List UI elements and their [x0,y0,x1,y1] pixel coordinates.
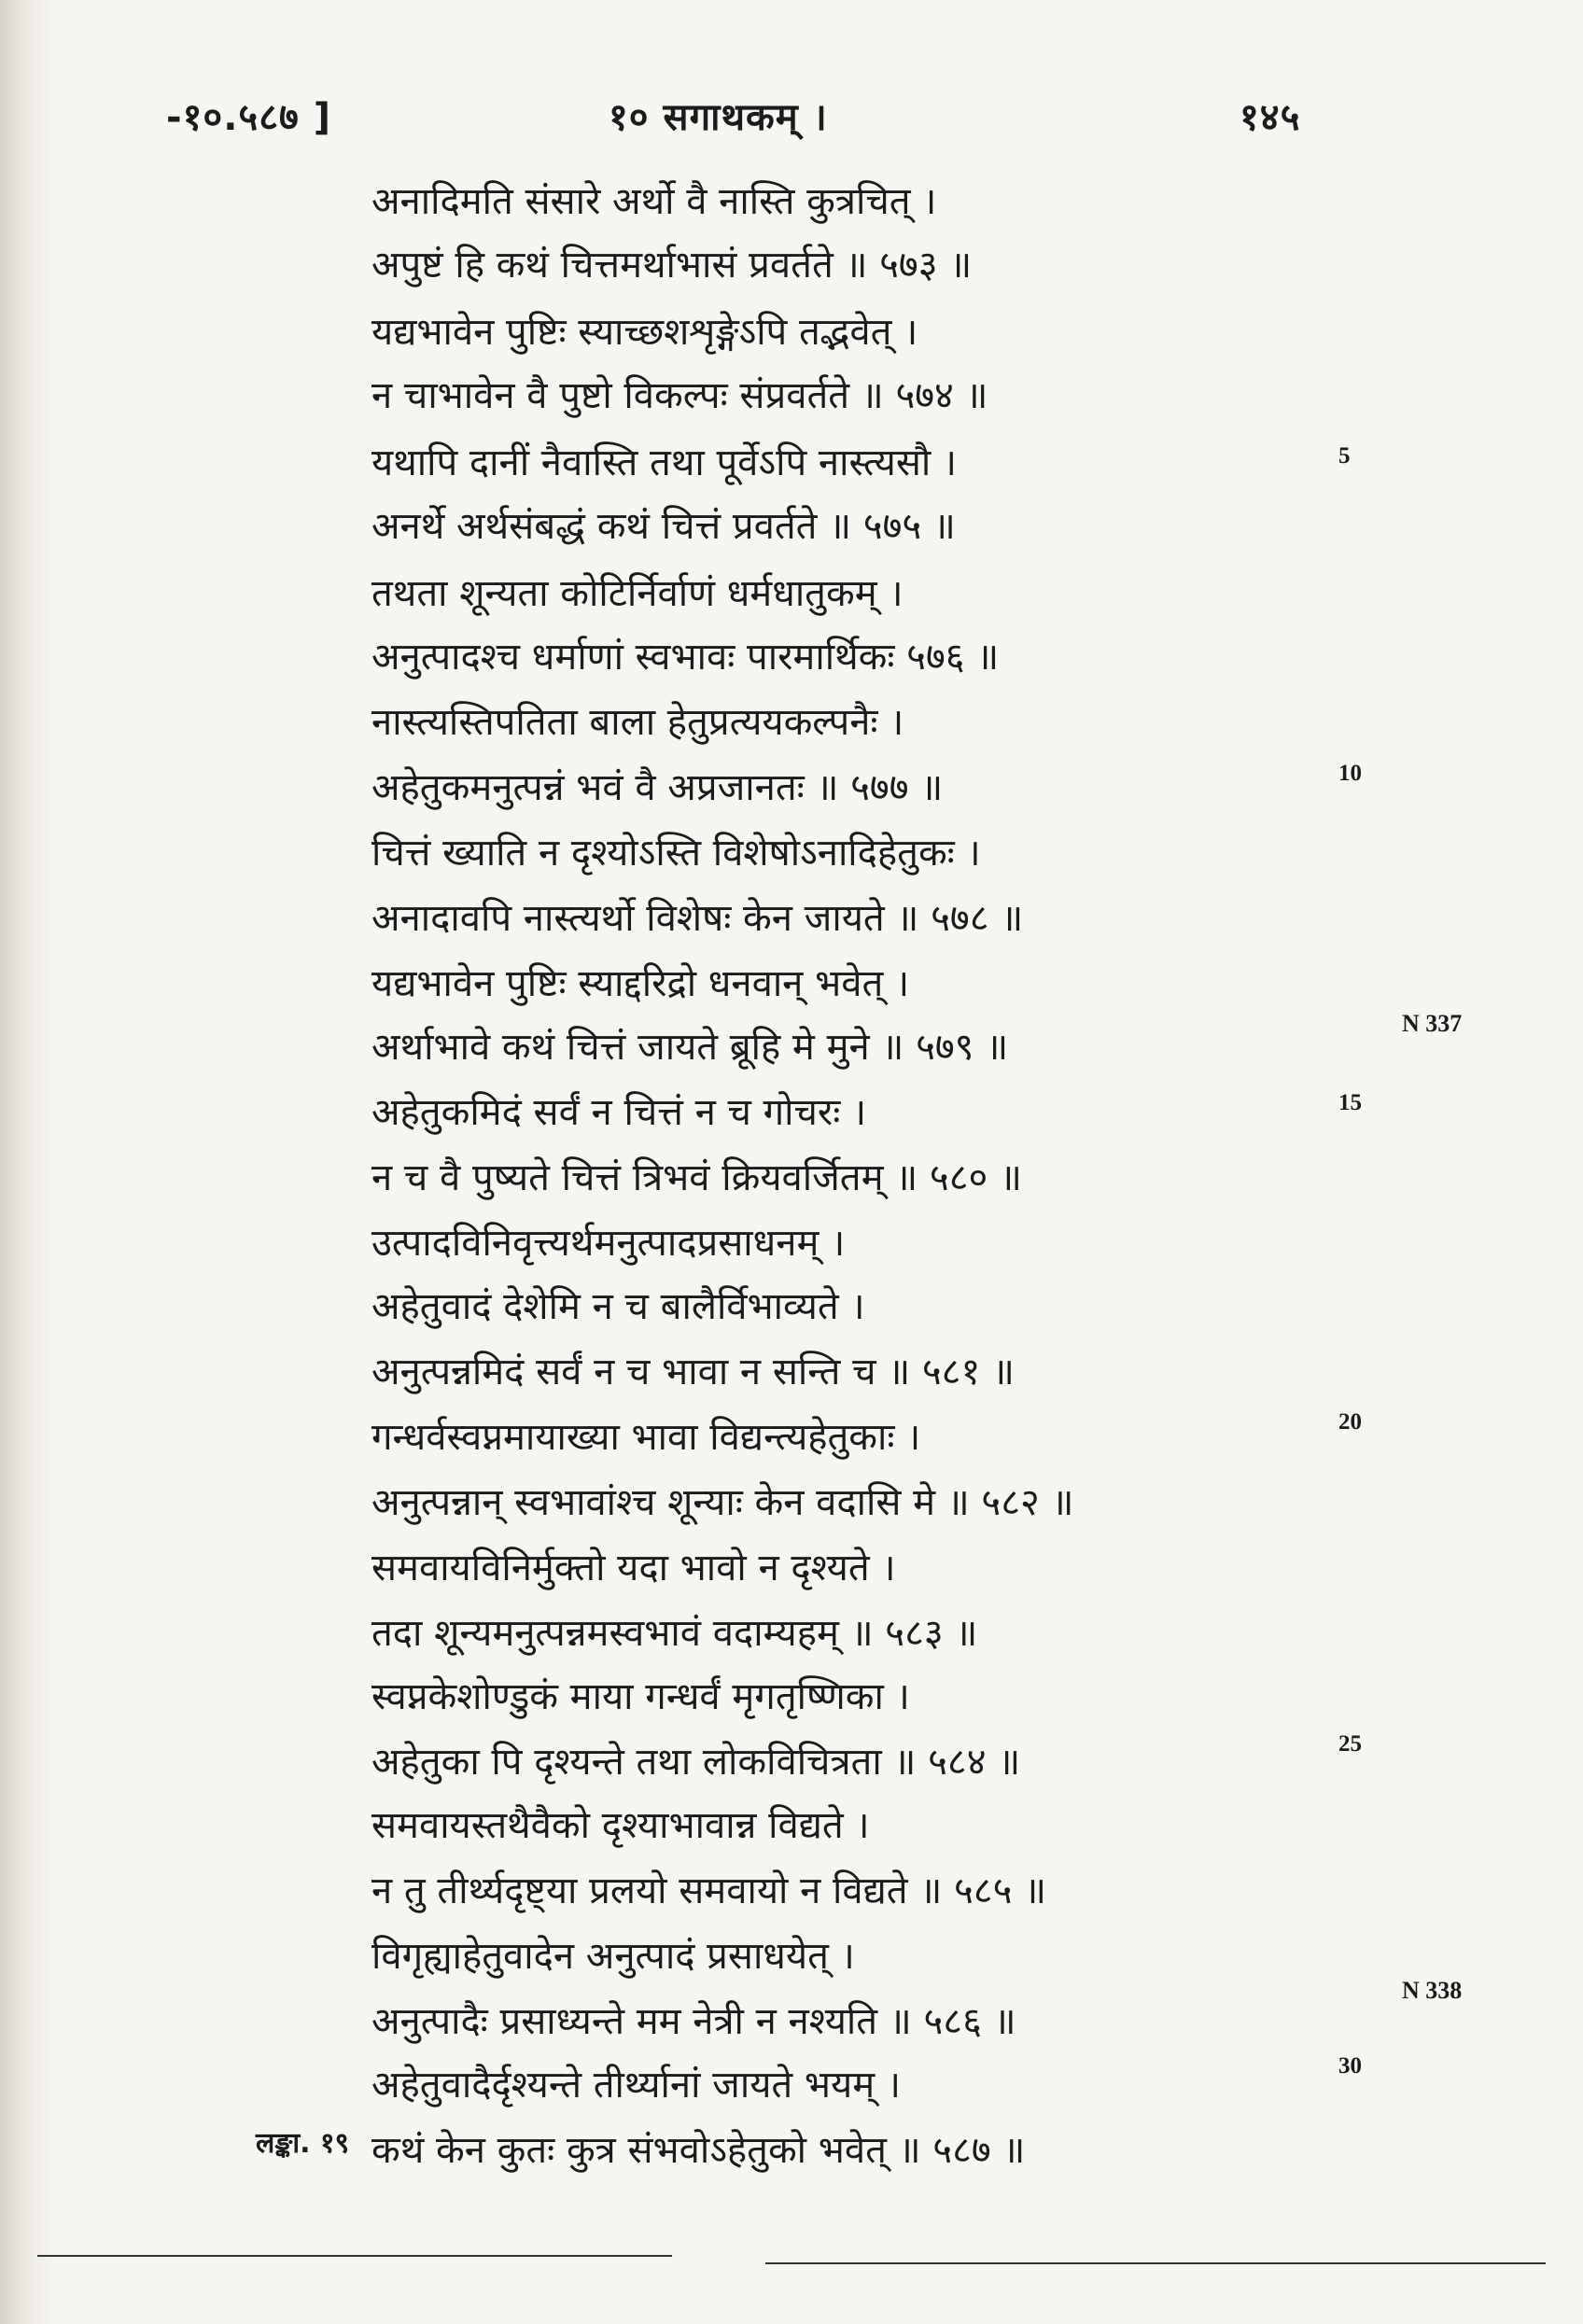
margin-reference-n338: N 338 [1402,1977,1463,2004]
signature-mark: लङ्का. १९ [256,2127,350,2160]
verse-576-line-1: तथता शून्यता कोटिर्निर्वाणं धर्मधातुकम् । [371,572,904,615]
header-page-number: १४५ [1240,96,1301,139]
verse-584-line-1: स्वप्नकेशोण्डुकं माया गन्धर्वं मृगतृष्णिका । [371,1675,910,1718]
verse-580-line-2: न च वै पुष्यते चित्तं त्रिभवं क्रियवर्जितम् ॥ ५८० ॥ [371,1156,1022,1199]
verse-578-line-2: अनादावपि नास्त्यर्थो विशेषः केन जायते ॥ ५७८ ॥ [371,897,1024,940]
verse-579-line-2: अर्थाभावे कथं चित्तं जायते ब्रूहि मे मुने ॥ ५७९ ॥ [371,1026,1009,1069]
verse-577-line-2: अहेतुकमनुत्पन्नं भवं वै अप्रजानतः ॥ ५७७ ॥ [371,766,944,809]
verse-587-line-1: अहेतुवादैर्दृश्यन्ते तीर्थ्यानां जायते भयम् । [371,2064,902,2107]
verse-582-line-2: अनुत्पन्नान् स्वभावांश्च शून्याः केन वदासि मे ॥ ५८२ ॥ [371,1481,1074,1524]
line-number-5: 5 [1338,443,1351,469]
header-verse-range: -१०.५८७ ] [166,96,332,139]
verse-575-line-1: यथापि दानीं नैवास्ति तथा पूर्वेऽपि नास्त्यसौ । [371,441,958,484]
verse-574-line-1: यद्यभावेन पुष्टिः स्याच्छशशृङ्गेऽपि तद्भवेत् । [371,311,918,354]
line-number-30: 30 [1338,2053,1362,2079]
bottom-rule-right [765,2262,1546,2264]
line-number-15: 15 [1338,1090,1362,1115]
verse-585-line-1: समवायस्तथैवैको दृश्याभावान्न विद्यते । [371,1804,870,1847]
verse-581-line-3: अनुत्पन्नमिदं सर्वं न च भावा न सन्ति च ॥ ५८१ ॥ [371,1351,1015,1393]
margin-reference-n337: N 337 [1402,1010,1463,1037]
verse-576-line-2: अनुत्पादश्च धर्माणां स्वभावः पारमार्थिकः ५७६ ॥ [371,636,1000,679]
verse-582-line-1: गन्धर्वस्वप्नमायाख्या भावा विद्यन्त्यहेतुकाः । [371,1416,921,1459]
verse-577-line-1: नास्त्यस्तिपतिता बाला हेतुप्रत्ययकल्पनैः । [371,701,904,744]
binding-gutter [0,0,54,2324]
verse-583-line-1: समवायविनिर्मुक्तो यदा भावो न दृश्यते । [371,1547,896,1589]
verse-573-line-2: अपुष्टं हि कथं चित्तमर्थाभासं प्रवर्तते ॥ ५७३ ॥ [371,244,973,287]
verse-574-line-2: न चाभावेन वै पुष्टो विकल्पः संप्रवर्तते ॥ ५७४ ॥ [371,374,988,417]
header-chapter-title: १० सगाथकम् । [609,96,828,139]
verse-583-line-2: तदा शून्यमनुत्पन्नमस्वभावं वदाम्यहम् ॥ ५८३ ॥ [371,1612,978,1655]
bottom-rule-left [37,2255,672,2257]
verse-587-line-2: कथं केन कुतः कुत्र संभवोऽहेतुको भवेत् ॥ ५८७ ॥ [371,2129,1026,2172]
verse-575-line-2: अनर्थे अर्थसंबद्धं कथं चित्तं प्रवर्तते ॥ ५७५ ॥ [371,505,956,548]
verse-580-line-1: अहेतुकमिदं सर्वं न चित्तं न च गोचरः । [371,1091,867,1134]
verse-581-line-1: उत्पादविनिवृत्त्यर्थमनुत्पादप्रसाधनम् । [371,1222,846,1265]
line-number-20: 20 [1338,1409,1362,1435]
verse-586-line-1: विगृह्याहेतुवादेन अनुत्पादं प्रसाधयेत् । [371,1935,855,1978]
line-number-25: 25 [1338,1731,1362,1757]
verse-586-line-2: अनुत्पादैः प्रसाध्यन्ते मम नेत्री न नश्यति ॥ ५८६ ॥ [371,2000,1016,2043]
verse-584-line-2: अहेतुका पि दृश्यन्ते तथा लोकविचित्रता ॥ ५८४ ॥ [371,1741,1021,1784]
verse-573-line-1: अनादिमति संसारे अर्थो वै नास्ति कुत्रचित् । [371,180,937,223]
verse-578-line-1: चित्तं ख्याति न दृश्योऽस्ति विशेषोऽनादिहेतुकः । [371,832,981,875]
verse-579-line-1: यद्यभावेन पुष्टिः स्याद्दरिद्रो धनवान् भवेत् । [371,962,910,1005]
verse-581-line-2: अहेतुवादं देशेमि न च बालैर्विभाव्यते । [371,1285,865,1328]
line-number-10: 10 [1338,761,1362,786]
verse-585-line-2: न तु तीर्थ्यदृष्ट्या प्रलयो समवायो न विद्यते ॥ ५८५ ॥ [371,1869,1047,1912]
